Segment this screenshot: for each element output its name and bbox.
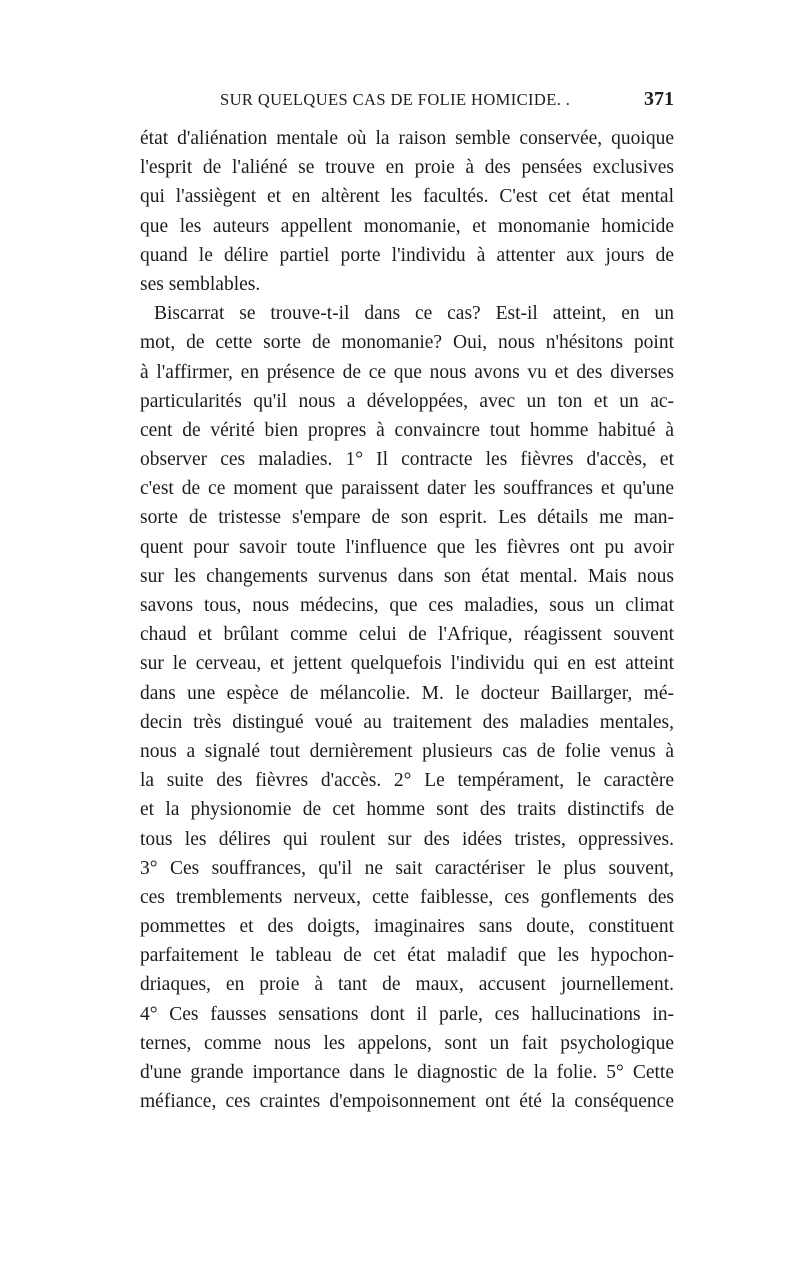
text-line: mot, de cette sorte de monomanie? Oui, nous n'hésitons point	[140, 332, 674, 354]
text-line: 4° Ces fausses sensations dont il parle, ces hallucinations in-	[140, 1003, 674, 1025]
text-line: chaud et brûlant comme celui de l'Afrique, réagissent souvent	[140, 624, 674, 646]
text-line: nous a signalé tout dernièrement plusieurs cas de folie venus à	[140, 740, 674, 762]
running-head	[140, 90, 674, 118]
text-line: parfaitement le tableau de cet état maladif que les hypochon-	[140, 945, 674, 967]
text-line: méfiance, ces craintes d'empoisonnement ont été la conséquence	[140, 1091, 674, 1113]
text-line: savons tous, nous médecins, que ces maladies, sous un climat	[140, 595, 674, 616]
text-line: cent de vérité bien propres à convaincre tout homme habitué à	[140, 419, 674, 441]
text-line: pommettes et des doigts, imaginaires sans doute, constituent	[140, 916, 674, 938]
text-line: l'esprit de l'aliéné se trouve en proie à des pensées exclusives	[140, 157, 674, 179]
text-line: 3° Ces souffrances, qu'il ne sait caractériser le plus souvent,	[140, 857, 674, 879]
paragraph	[140, 124, 674, 299]
text-line: driaques, en proie à tant de maux, accusent journellement.	[140, 974, 674, 996]
text-line: dans une espèce de mélancolie. M. le docteur Baillarger, mé-	[140, 682, 674, 704]
text-line: quent pour savoir toute l'influence que les fièvres ont pu avoir	[140, 536, 674, 558]
text-line: et la physionomie de cet homme sont des traits distinctifs de	[140, 799, 674, 821]
text-line: particularités qu'il nous a développées, avec un ton et un ac-	[140, 390, 674, 412]
text-line: sur les changements survenus dans son état mental. Mais nous	[140, 565, 674, 587]
text-line: à l'affirmer, en présence de ce que nous avons vu et des diverses	[140, 361, 674, 383]
text-line: ternes, comme nous les appelons, sont un fait psychologique	[140, 1032, 674, 1054]
text-line: d'une grande importance dans le diagnostic de la folie. 5° Cette	[140, 1062, 674, 1083]
body-text	[140, 124, 674, 1116]
running-title: SUR QUELQUES CAS DE FOLIE HOMICIDE. .	[220, 90, 571, 109]
text-line: observer ces maladies. 1° Il contracte les fièvres d'accès, et	[140, 449, 674, 471]
text-line: ses semblables.	[140, 273, 261, 295]
text-line: que les auteurs appellent monomanie, et monomanie homicide	[140, 215, 674, 237]
text-line: c'est de ce moment que paraissent dater les souffrances et qu'une	[140, 478, 674, 500]
text-line: état d'aliénation mentale où la raison semble conservée, quoique	[140, 128, 674, 149]
text-line: la suite des fièvres d'accès. 2° Le tempérament, le caractère	[140, 770, 674, 792]
text-line: decin très distingué voué au traitement des maladies mentales,	[140, 711, 674, 733]
page-number: 371	[644, 88, 674, 110]
text-line: qui l'assiègent et en altèrent les facultés. C'est cet état mental	[140, 186, 674, 208]
text-line: ces tremblements nerveux, cette faiblesse, ces gonflements des	[140, 886, 674, 908]
text-line: tous les délires qui roulent sur des idées tristes, oppressives.	[140, 828, 674, 850]
text-line: sur le cerveau, et jettent quelquefois l'individu qui en est atteint	[140, 653, 674, 675]
text-line: quand le délire partiel porte l'individu à attenter aux jours de	[140, 244, 674, 266]
text-line: Biscarrat se trouve-t-il dans ce cas? Est-il atteint, en un	[154, 303, 674, 325]
text-line: sorte de tristesse s'empare de son esprit. Les détails me man-	[140, 507, 674, 529]
paragraph	[140, 299, 674, 1116]
